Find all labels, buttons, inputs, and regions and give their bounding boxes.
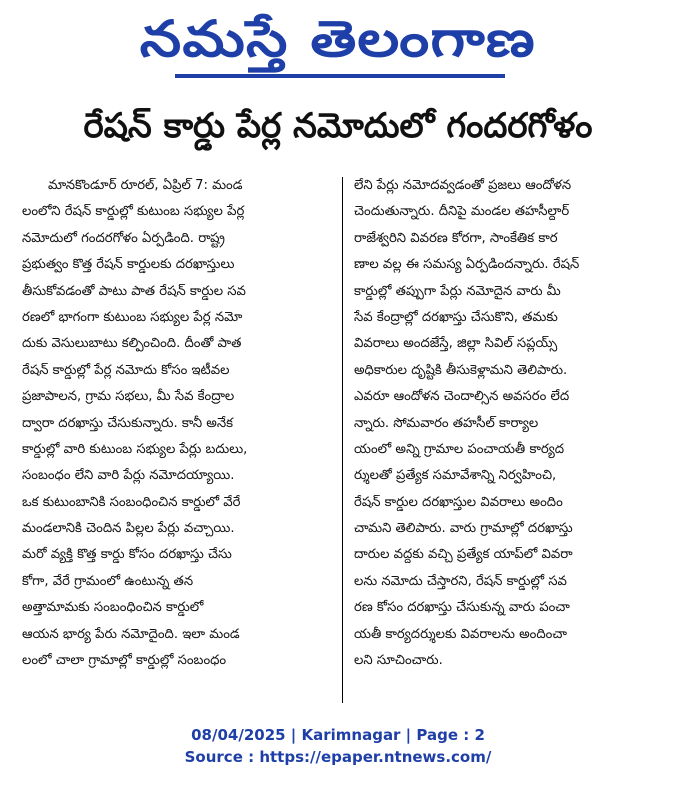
article-line: లేని పేర్లు నమోదవ్వడంతో ప్రజలు ఆందోళన [354, 178, 572, 193]
article-column-left [22, 173, 328, 708]
column-divider [342, 177, 343, 703]
article-line: ణాల వల్ల ఈ సమస్య ఏర్పడిందన్నారు. రేషన్ [354, 257, 580, 273]
article-line: లని సూచించారు. [354, 653, 443, 669]
article-line: రాజేశ్వరిని వివరణ కోరగా, సాంకేతిక కార [354, 230, 558, 246]
article-line: ఆయన భార్య పేరు నమోదైంది. ఇలా మండ [22, 626, 240, 642]
article-line: నమోదులో గందరగోళం ఏర్పడింది. రాష్ట్ర [22, 230, 225, 246]
article-line: కార్డుల్లో వారి కుటుంబ సభ్యుల పేర్లు బదులు, [22, 441, 248, 457]
article-line: ఎవరూ ఆందోళన చెందాల్సిన అవసరం లేద [354, 389, 570, 405]
article-line: అత్తామామకు సంబంధించిన కార్డులో [22, 600, 204, 616]
article-line: ర్శులతో ప్రత్యేక సమావేశాన్ని నిర్వహించి, [354, 468, 557, 484]
edition-info: 08/04/2025 | Karimnagar | Page : 2 [191, 726, 485, 744]
article-line: లను నమోదు చేస్తారని, రేషన్ కార్డుల్లో సవ [354, 573, 567, 589]
article-line: దుకు వెసులుబాటు కల్పించింది. దీంతో పాత [22, 336, 242, 352]
article-line: యతీ కార్యదర్శులకు వివరాలను అందించా [354, 626, 567, 642]
article-line: సంబంధం లేని వారి పేర్లు నమోదయ్యాయి. [22, 468, 235, 484]
article-line: సేవ కేంద్రాల్లో దరఖాస్తు చేసుకొని, తమకు [354, 309, 558, 325]
article-line: న్నారు. సోమవారం తహసీల్ కార్యాల [354, 415, 539, 431]
article-line: వివరాలు అందజేస్తే, జిల్లా సివిల్ సప్లయ్స్ [354, 336, 558, 352]
article-line: కార్డుల్లో తప్పుగా పేర్లు నమోదైన వారు మీ [354, 283, 561, 299]
article-line: రణ కోసం దరఖాస్తు చేసుకున్న వారు పంచా [354, 600, 570, 616]
article-line: రణలో భాగంగా కుటుంబ సభ్యుల పేర్ల నమో [22, 309, 243, 325]
article-line: చామని తెలిపారు. వారు గ్రామాల్లో దరఖాస్తు [354, 521, 573, 537]
article-line: రేషన్ కార్డుల దరఖాస్తుల వివరాలు అందిం [354, 494, 563, 510]
article-line: యంలో అన్ని గ్రామాల పంచాయతీ కార్యద [354, 441, 565, 457]
article-headline: రేషన్ కార్డు పేర్ల నమోదులో గందరగోళం [83, 106, 593, 146]
article-line: కోగా, వేరే గ్రామంలో ఉంటున్న తన [22, 573, 194, 589]
article-column-right [354, 173, 660, 708]
article-line: ఒక కుటుంబానికి సంబంధించిన కార్డులో వేరే [22, 494, 241, 510]
article-line: మరో వ్యక్తి కొత్త కార్డు కోసం దరఖాస్తు చేసు [22, 547, 232, 563]
source-line: Source : https://epaper.ntnews.com/ [184, 748, 492, 766]
article-line: చెందుతున్నారు. దీనిపై మండల తహసీల్దార్ [354, 204, 570, 220]
article-line: మండలానికి చెందిన పిల్లల పేర్లు వచ్చాయి. [22, 521, 235, 537]
logo-underline [175, 74, 505, 78]
article-line: ప్రజాపాలన, గ్రామ సభలు, మీ సేవ కేంద్రాల [22, 389, 235, 405]
newspaper-logo: నమస్తే తెలంగాణ [140, 10, 536, 68]
article-line: ద్వారా దరఖాస్తు చేసుకున్నారు. కానీ అనేక [22, 415, 233, 431]
article-line: అధికారుల దృష్టికి తీసుకెళ్లామని తెలిపారు. [354, 362, 568, 378]
article-line: దారుల వద్దకు వచ్చి ప్రత్యేక యాప్‌లో వివరా [354, 547, 573, 563]
article-body [18, 173, 660, 708]
article-line: మానకొండూర్ రూరల్, ఏప్రిల్ 7: మండ [48, 178, 243, 193]
article-line: ప్రభుత్వం కొత్త రేషన్ కార్డులకు దరఖాస్తులు [22, 257, 235, 273]
article-line: లంలో చాలా గ్రామాల్లో కార్డుల్లో సంబంధం [22, 653, 227, 669]
article-line: రేషన్ కార్డుల్లో పేర్ల నమోదు కోసం ఇటీవల [22, 362, 230, 378]
article-line: లంలోని రేషన్ కార్డుల్లో కుటుంబ సభ్యుల పేర్ల [22, 204, 245, 220]
article-line: తీసుకోవడంతో పాటు పాత రేషన్ కార్డుల సవ [22, 283, 246, 299]
masthead [0, 4, 676, 82]
page-footer [0, 724, 676, 768]
